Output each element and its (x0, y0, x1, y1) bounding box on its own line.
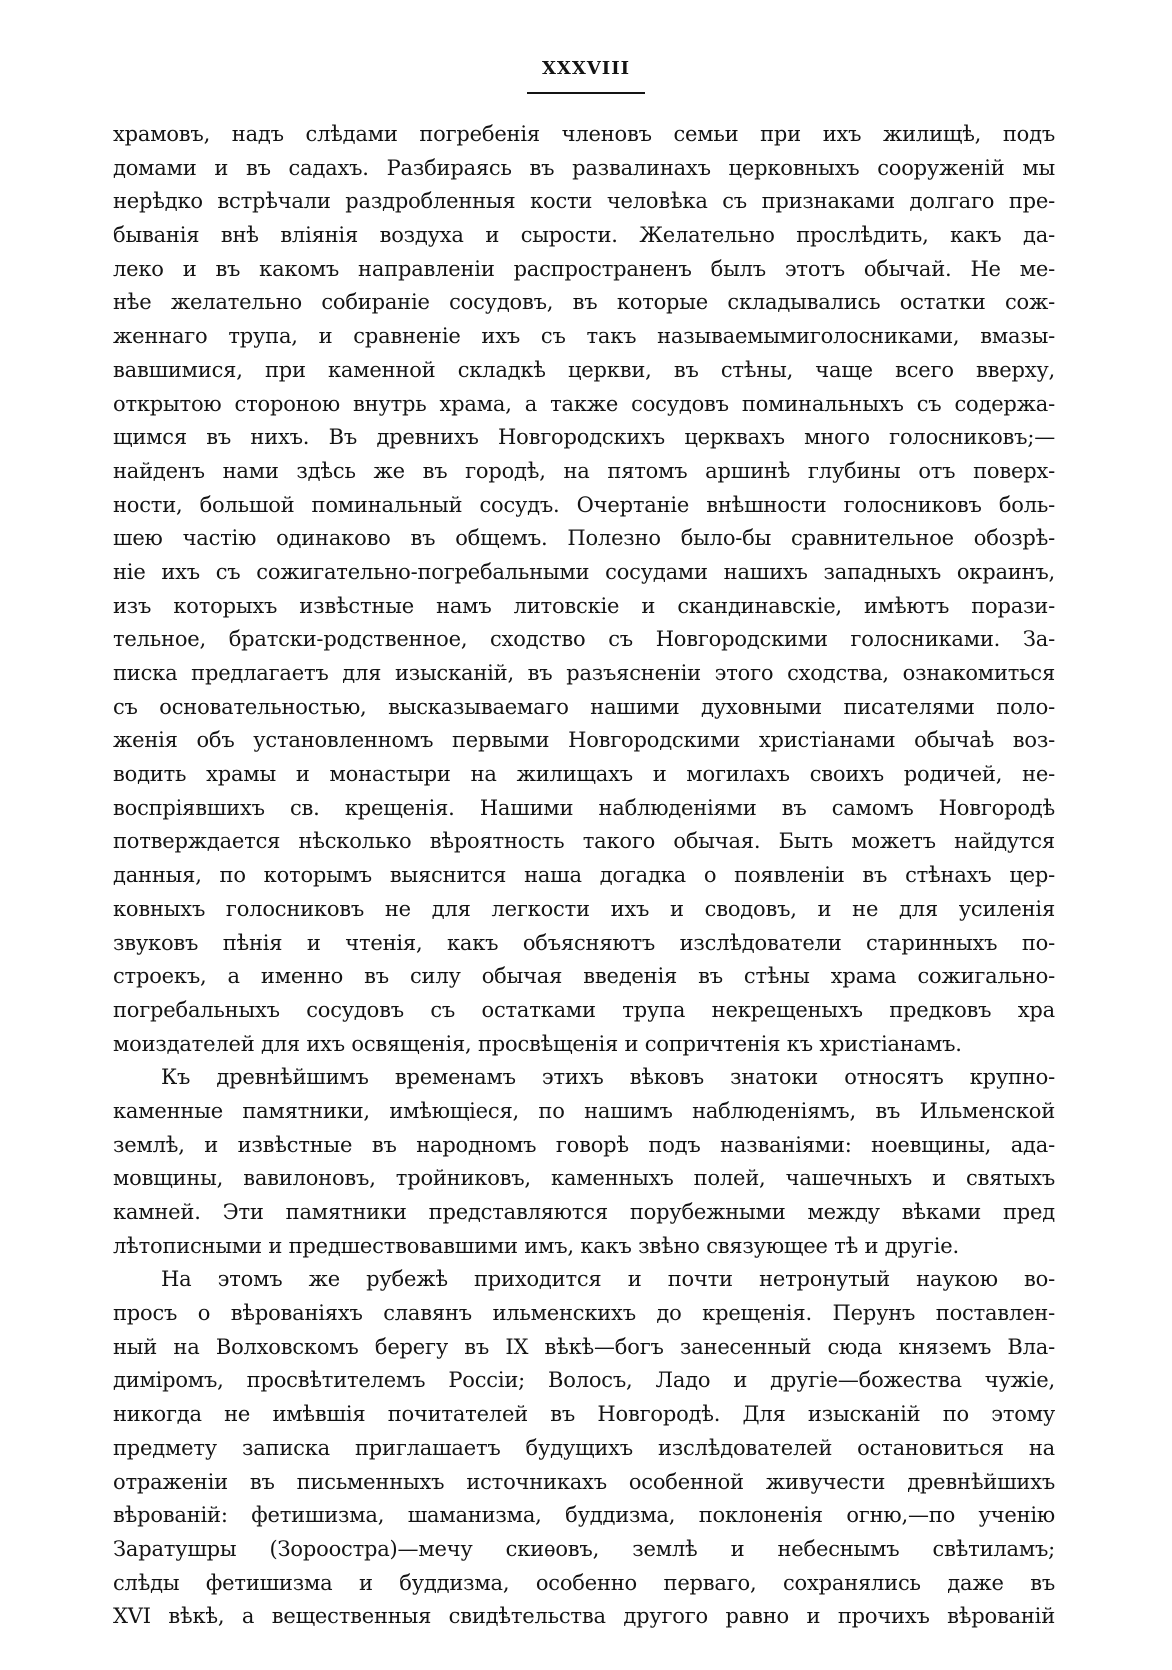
text-line: Къ древнѣйшимъ временамъ этихъ вѣковъ знатоки относятъ крупно- (161, 1065, 1055, 1090)
text-line: просъ о вѣрованіяхъ славянъ ильменскихъ до крещенія. Перунъ поставлен- (113, 1301, 1055, 1326)
text-line: землѣ, и извѣстные въ народномъ говорѣ подъ названіями: ноевщины, ада- (113, 1132, 1055, 1157)
text-line: щимся въ нихъ. Въ древнихъ Новгородскихъ церквахъ много голосниковъ;— (113, 425, 1055, 450)
text-line: Заратушры (Зороостра)—мечу скиѳовъ, землѣ и небеснымъ свѣтиламъ; (113, 1536, 1055, 1561)
text-line: моиздателей для ихъ освященія, просвѣщенія и сопричтенія къ христіанамъ. (113, 1031, 962, 1056)
text-line: ности, большой поминальный сосудъ. Очертаніе внѣшности голосниковъ боль- (113, 492, 1055, 517)
body-text (113, 118, 1055, 1634)
text-line: звуковъ пѣнія и чтенія, какъ объясняютъ изслѣдователи старинныхъ по- (113, 930, 1055, 955)
text-line: ніе ихъ съ сожигательно-погребальными сосудами нашихъ западныхъ окраинъ, (113, 559, 1055, 584)
page-number-rule (527, 92, 645, 94)
text-line: слѣды фетишизма и буддизма, особенно перваго, сохранялись даже въ (113, 1570, 1055, 1595)
text-line: диміромъ, просвѣтителемъ Россіи; Волосъ, Ладо и другіе—божества чужіе, (113, 1368, 1055, 1393)
page-number: XXXVIII (541, 58, 631, 79)
text-line: нерѣдко встрѣчали раздробленныя кости человѣка съ признаками долгаго пре- (113, 189, 1055, 214)
text-line: храмовъ, надъ слѣдами погребенія членовъ семьи при ихъ жилищѣ, подъ (113, 122, 1055, 146)
text-line: каменные памятники, имѣющіеся, по нашимъ наблюденіямъ, въ Ильменской (113, 1098, 1055, 1123)
text-line: воспріявшихъ св. крещенія. Нашими наблюденіями въ самомъ Новгородѣ (113, 795, 1055, 820)
text-line: погребальныхъ сосудовъ съ остатками трупа некрещеныхъ предковъ хра (113, 997, 1055, 1022)
text-line: данныя, по которымъ выяснится наша догадка о появленіи въ стѣнахъ цер- (113, 863, 1055, 888)
text-line: найденъ нами здѣсь же въ городѣ, на пятомъ аршинѣ глубины отъ поверх- (113, 458, 1055, 483)
text-line: вѣрованій: фетишизма, шаманизма, буддизма, поклоненія огню,—по ученію (113, 1503, 1055, 1528)
text-line: мовщины, вавилоновъ, тройниковъ, каменныхъ полей, чашечныхъ и святыхъ (113, 1166, 1055, 1191)
text-line: потверждается нѣсколько вѣроятность такого обычая. Быть можетъ найдутся (113, 829, 1055, 854)
text-line: съ основательностью, высказываемаго нашими духовными писателями поло- (113, 694, 1055, 719)
text-line: быванія внѣ вліянія воздуха и сырости. Желательно прослѣдить, какъ да- (113, 223, 1055, 248)
text-line: шею частію одинаково въ общемъ. Полезно было-бы сравнительное обозрѣ- (113, 526, 1055, 551)
text-line: нѣе желательно собираніе сосудовъ, въ которые складывались остатки сож- (113, 290, 1055, 315)
text-line: На этомъ же рубежѣ приходится и почти нетронутый наукою во- (161, 1267, 1055, 1292)
text-line: леко и въ какомъ направленіи распространенъ былъ этотъ обычай. Не ме- (113, 256, 1055, 281)
text-line: лѣтописными и предшествовавшими имъ, какъ звѣно связующее тѣ и другіе. (113, 1233, 959, 1258)
text-line: отраженіи въ письменныхъ источникахъ особенной живучести древнѣйшихъ (113, 1469, 1055, 1494)
text-line: домами и въ садахъ. Разбираясь въ развалинахъ церковныхъ сооруженій мы (113, 155, 1055, 180)
text-line: вавшимися, при каменной складкѣ церкви, въ стѣны, чаще всего вверху, (113, 357, 1055, 382)
text-line: писка предлагаетъ для изысканій, въ разъясненіи этого сходства, ознакомиться (113, 661, 1055, 685)
text-line: ковныхъ голосниковъ не для легкости ихъ и сводовъ, и не для усиленія (113, 896, 1055, 921)
text-line: никогда не имѣвшія почитателей въ Новгородѣ. Для изысканій по этому (113, 1402, 1055, 1427)
text-line: женія объ установленномъ первыми Новгородскими христіанами обычаѣ воз- (113, 728, 1055, 753)
text-line: водить храмы и монастыри на жилищахъ и могилахъ своихъ родичей, не- (113, 762, 1055, 787)
text-line: открытою стороною внутрь храма, а также сосудовъ поминальныхъ съ содержа- (113, 391, 1055, 416)
text-line: тельное, братски-родственное, сходство съ Новгородскими голосниками. За- (113, 627, 1055, 652)
text-line: предмету записка приглашаетъ будущихъ изслѣдователей остановиться на (113, 1435, 1055, 1460)
text-line: женнаго трупа, и сравненіе ихъ съ такъ называемымиголосниками, вмазы- (113, 324, 1055, 349)
text-line: камней. Эти памятники представляются порубежными между вѣками пред (113, 1200, 1055, 1224)
text-line: ный на Волховскомъ берегу въ IX вѣкѣ—богъ занесенный сюда княземъ Вла- (113, 1334, 1055, 1359)
text-line: изъ которыхъ извѣстные намъ литовскіе и скандинавскіе, имѣютъ порази- (113, 593, 1055, 618)
text-line: XVI вѣкѣ, а вещественныя свидѣтельства другого равно и прочихъ вѣрованій (113, 1604, 1055, 1629)
text-line: строекъ, а именно въ силу обычая введенія въ стѣны храма сожигально- (113, 964, 1055, 989)
